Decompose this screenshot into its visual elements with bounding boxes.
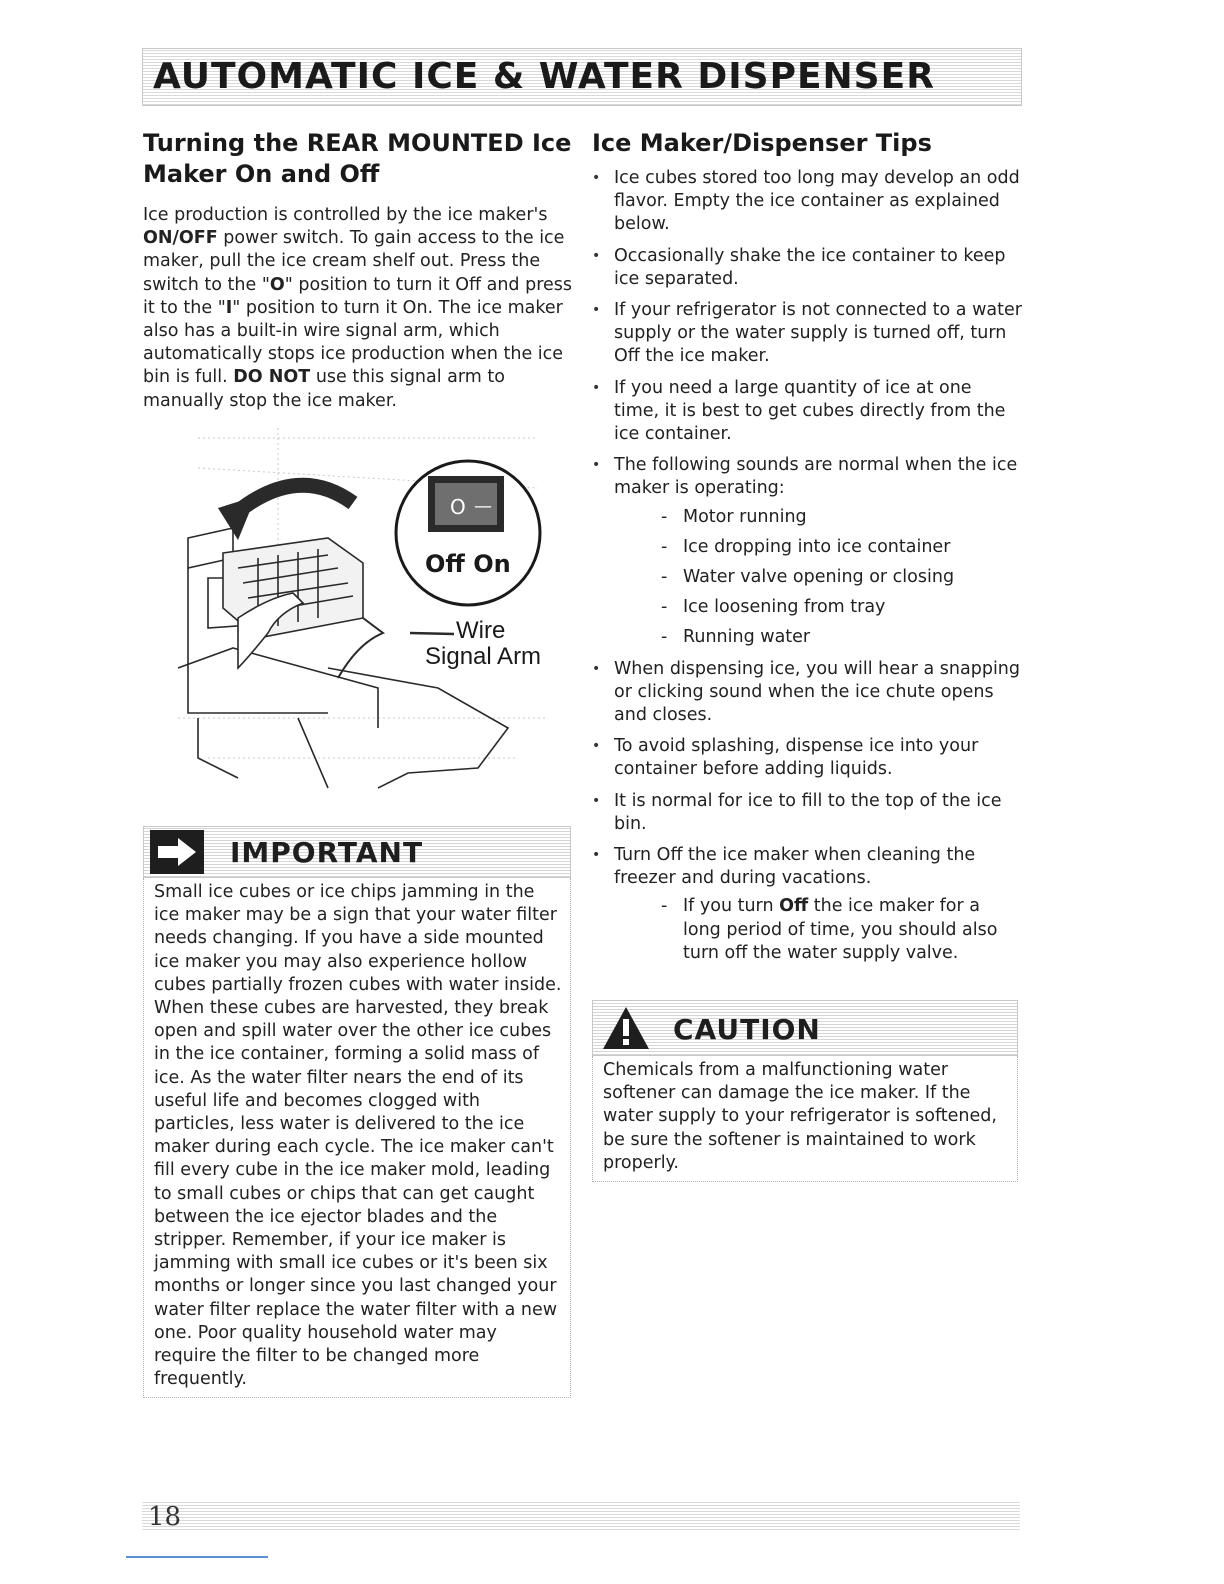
- list-item-vacation: [592, 844, 1022, 965]
- on-off-paragraph: [143, 204, 575, 413]
- vacation-tip: Turn Off the ice maker when cleaning the freezer and during vacations.: [614, 845, 976, 889]
- para-text: power switch. To gain access to the ice maker, pull the ice cream shelf out. Press the switch to the ": [143, 228, 565, 295]
- switch-on-symbol: —: [474, 496, 492, 517]
- important-title: IMPORTANT: [230, 836, 424, 869]
- list-item: • To avoid splashing, dispense ice into your container before adding liquids.: [592, 735, 1022, 781]
- note-text: If you turn: [683, 896, 780, 917]
- arrow-right-icon: [150, 830, 204, 874]
- important-body: Small ice cubes or ice chips jamming in the ice maker may be a sign that your water filter needs changing. If you have a side mounted ice maker you may also experience hollow cubes partially frozen cubes with water inside. When these cubes are harvested, they break open and spill water over the other ice cubes in the ice container, forming a solid mass of ice. As the water filter nears the end of its useful life and becomes clogged with particles, less water is delivered to the ice maker during each cycle. The ice maker can't fill every cube in the ice maker mold, leading to small cubes or chips that can get caught between the ice ejector blades and the stripper. Remember, if your ice maker is jamming with small ice cubes or it's been six months or longer since you last changed your water filter replace the water filter with a new one. Poor quality household water may require the filter to be changed more frequently.: [143, 878, 571, 1398]
- list-item: • Ice cubes stored too long may develop an odd flavor. Empty the ice container as explained below.: [592, 167, 1022, 237]
- list-item: • If your refrigerator is not connected to a water supply or the water supply is turned off, turn Off the ice maker.: [592, 299, 1022, 369]
- signal-arm-label: Signal Arm: [425, 643, 542, 670]
- sub-item: - Ice loosening from tray: [614, 596, 1022, 619]
- list-item: • When dispensing ice, you will hear a snapping or clicking sound when the ice chute opens and closes.: [592, 658, 1022, 728]
- off-emphasis: Off: [779, 896, 809, 917]
- ice-maker-illustration: [178, 428, 548, 798]
- important-header: [143, 826, 571, 878]
- arm-icon: [328, 668, 508, 788]
- switch-off-symbol: O: [450, 495, 466, 519]
- vacation-sublist: [614, 895, 1022, 965]
- wire-signal-arm-icon: [338, 618, 383, 678]
- o-position-emphasis: O: [269, 274, 285, 295]
- on-off-emphasis: ON/OFF: [143, 228, 218, 249]
- caution-notice: [592, 1000, 1018, 1182]
- right-column: [592, 128, 1022, 973]
- sub-item: - Water valve opening or closing: [614, 566, 1022, 589]
- caution-header: [592, 1000, 1018, 1056]
- list-item-sounds: [592, 454, 1022, 649]
- important-notice: [143, 826, 571, 1398]
- sounds-intro: The following sounds are normal when the ice maker is operating:: [614, 455, 1018, 499]
- list-item: • If you need a large quantity of ice at one time, it is best to get cubes directly from the ice container.: [592, 377, 1022, 447]
- header-banner: [142, 48, 1022, 106]
- para-text: " position to turn it On. The ice maker also has a built-in wire signal arm, which automatically stops ice production when the ice bin is full.: [143, 297, 564, 388]
- para-text: use this signal arm to manually stop the ice maker.: [143, 367, 505, 411]
- wire-label: Wire: [456, 617, 506, 644]
- left-column: [143, 128, 575, 413]
- do-not-emphasis: DO NOT: [233, 367, 311, 388]
- section-heading-tips: Ice Maker/Dispenser Tips: [592, 129, 932, 157]
- para-text: " position to turn it Off and press it to the ": [143, 274, 573, 318]
- caution-body: Chemicals from a malfunctioning water softener can damage the ice maker. If the water supply to your refrigerator is softened, be sure the softener is maintained to work properly.: [592, 1056, 1018, 1182]
- arrow-head-icon: [218, 496, 256, 540]
- tips-list: [592, 167, 1022, 965]
- signal-arm-pointer: [410, 633, 454, 634]
- warning-icon: [601, 1005, 651, 1051]
- sub-item: - Ice dropping into ice container: [614, 536, 1022, 559]
- off-on-label: Off On: [425, 550, 511, 578]
- sub-item-vacation-note: [614, 895, 1022, 965]
- caution-title: CAUTION: [673, 1013, 821, 1046]
- bottom-rule: [126, 1556, 268, 1558]
- sounds-list: [614, 506, 1022, 650]
- section-heading-rear-mounted: Turning the REAR MOUNTED Ice Maker On and Off: [143, 129, 572, 188]
- page-number: 18: [148, 1502, 182, 1532]
- para-text: Ice production is controlled by the ice maker's: [143, 205, 548, 225]
- sub-item: - Motor running: [614, 506, 1022, 529]
- i-position-emphasis: I: [225, 297, 233, 318]
- ice-maker-body-icon: [178, 528, 378, 788]
- list-item: • Occasionally shake the ice container to keep ice separated.: [592, 245, 1022, 291]
- footer-bar: [142, 1500, 1020, 1530]
- note-text: the ice maker for a long period of time, you should also turn off the water supply valve.: [683, 896, 998, 963]
- list-item: • It is normal for ice to fill to the top of the ice bin.: [592, 790, 1022, 836]
- sub-item: - Running water: [614, 626, 1022, 649]
- page-title: AUTOMATIC ICE & WATER DISPENSER: [153, 56, 935, 97]
